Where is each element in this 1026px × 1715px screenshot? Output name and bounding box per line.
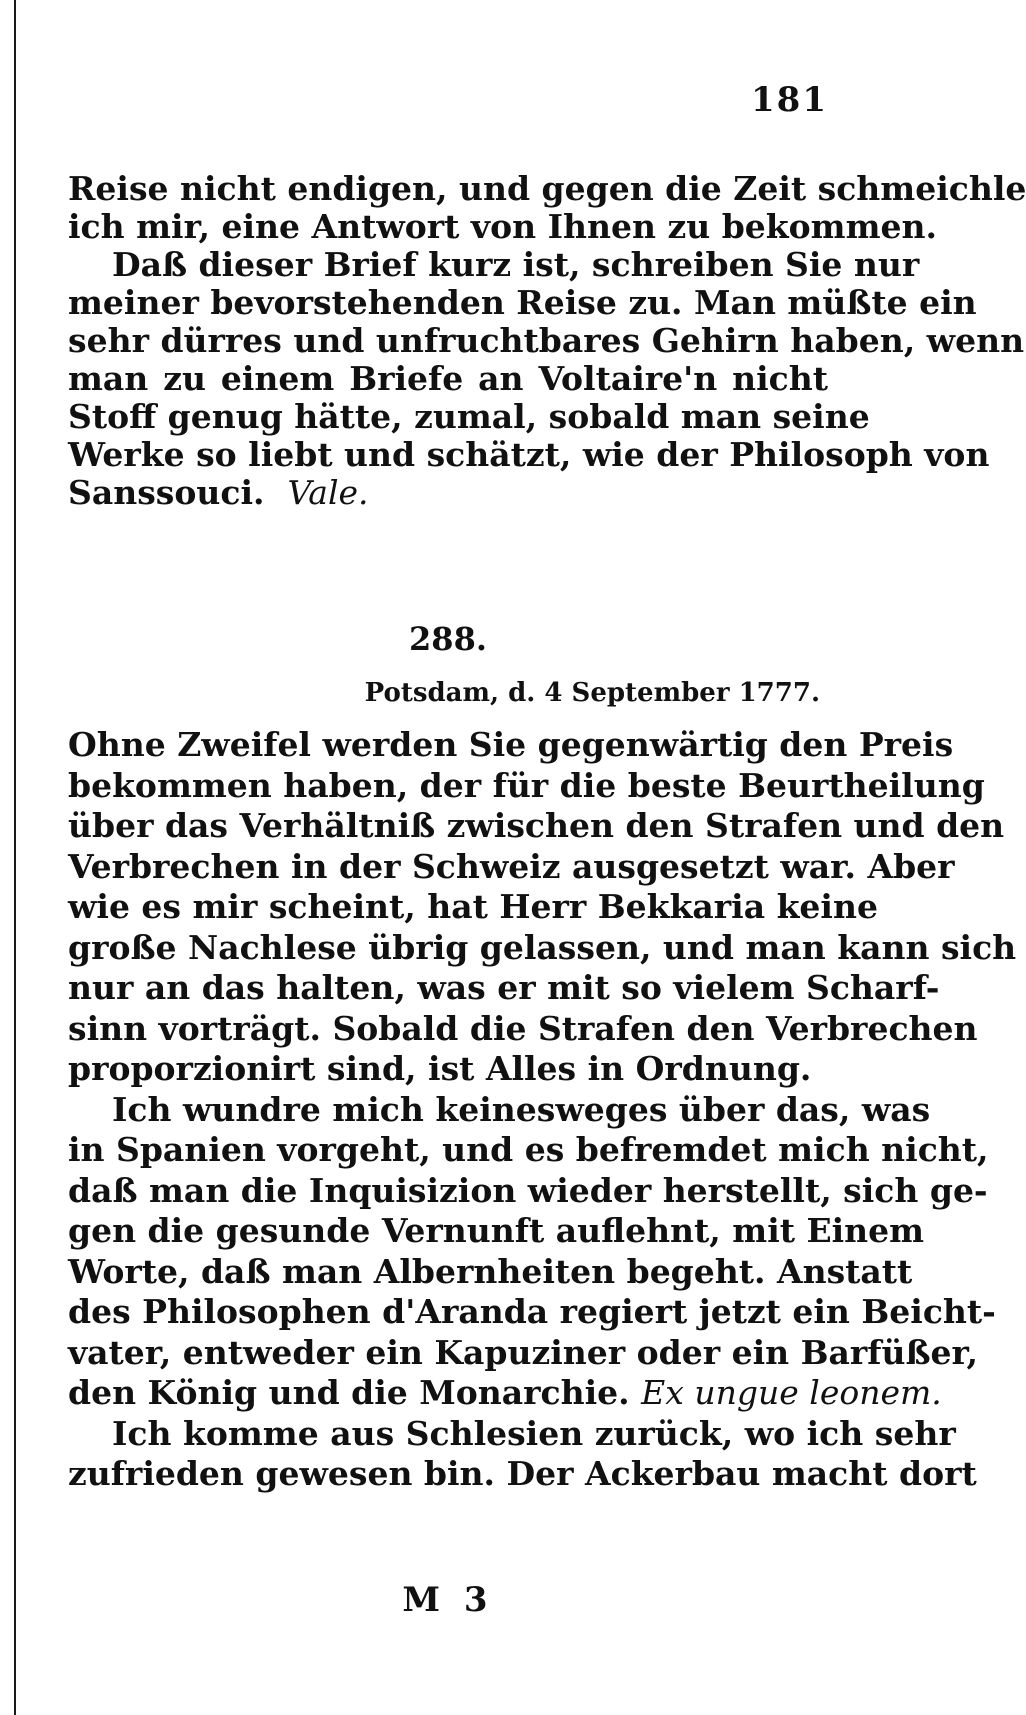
dateline: Potsdam, d. 4 September 1777. — [364, 678, 820, 708]
text-line: große Nachlese übrig gelassen, und man kann sich — [68, 927, 1017, 967]
text-line: Ich komme aus Schlesien zurück, wo ich sehr — [112, 1413, 956, 1453]
text-line: Reise nicht endigen, und gegen die Zeit schmeichle — [68, 169, 1026, 208]
latin-prefix: den König und die Monarchie. — [68, 1373, 630, 1412]
text-line: ich mir, eine Antwort von Ihnen zu bekommen. — [68, 207, 937, 246]
printer-signature-mark: M 3 — [402, 1580, 494, 1620]
text-line: Worte, daß man Albernheiten begeht. Anstatt — [68, 1251, 913, 1291]
text-line-closing — [68, 474, 828, 512]
text-line: bekommen haben, der für die beste Beurtheilung — [68, 765, 985, 805]
text-line: Daß dieser Brief kurz ist, schreiben Sie nur — [112, 245, 920, 284]
page-number: 181 — [751, 80, 828, 120]
text-line: Verbrechen in der Schweiz ausgesetzt war. Aber — [68, 846, 955, 886]
text-line: gen die gesunde Vernunft auflehnt, mit Einem — [68, 1211, 925, 1250]
text-line-first: Ohne Zweifel werden Sie gegenwärtig den Preis — [68, 725, 954, 764]
text-line: nur an das halten, was er mit so vielem Scharf- — [68, 968, 940, 1007]
closing-text: Sanssouci. — [68, 473, 265, 512]
text-line: sinn vorträgt. Sobald die Strafen den Verbrechen — [68, 1008, 978, 1048]
text-line: wie es mir scheint, hat Herr Bekkaria keine — [68, 887, 878, 926]
text-line: vater, entweder ein Kapuziner oder ein Barfüßer, — [68, 1332, 978, 1372]
text-line: Stoff genug hätte, zumal, sobald man seine — [68, 397, 870, 436]
text-line: proporzionirt sind, ist Alles in Ordnung. — [68, 1049, 812, 1088]
text-line: sehr dürres und unfruchtbares Gehirn haben, wenn — [68, 321, 1025, 360]
text-line: daß man die Inquisizion wieder herstellt, sich ge- — [68, 1170, 988, 1210]
letter-number: 288. — [409, 620, 487, 658]
text-line: man zu einem Briefe an Voltaire'n nicht — [68, 359, 828, 398]
latin-phrase: Ex ungue leonem. — [641, 1373, 942, 1412]
text-line: des Philosophen d'Aranda regiert jetzt ein Beicht- — [68, 1292, 996, 1331]
text-line: Ich wundre mich keinesweges über das, was — [112, 1089, 931, 1129]
closing-latin: Vale. — [287, 473, 369, 512]
text-line: über das Verhältniß zwischen den Strafen und den — [68, 806, 1005, 845]
text-line: Werke so liebt und schätzt, wie der Philosoph von — [68, 435, 990, 474]
text-line-latin — [68, 1373, 942, 1414]
page-binding-edge — [14, 0, 16, 1715]
text-line: in Spanien vorgeht, und es befremdet mich nicht, — [68, 1130, 989, 1169]
paragraph-continuation — [68, 169, 1026, 512]
text-line: meiner bevorstehenden Reise zu. Man müßte ein — [68, 283, 977, 322]
letter-body — [68, 725, 1017, 1495]
text-line: zufrieden gewesen bin. Der Ackerbau macht dort — [68, 1454, 977, 1493]
